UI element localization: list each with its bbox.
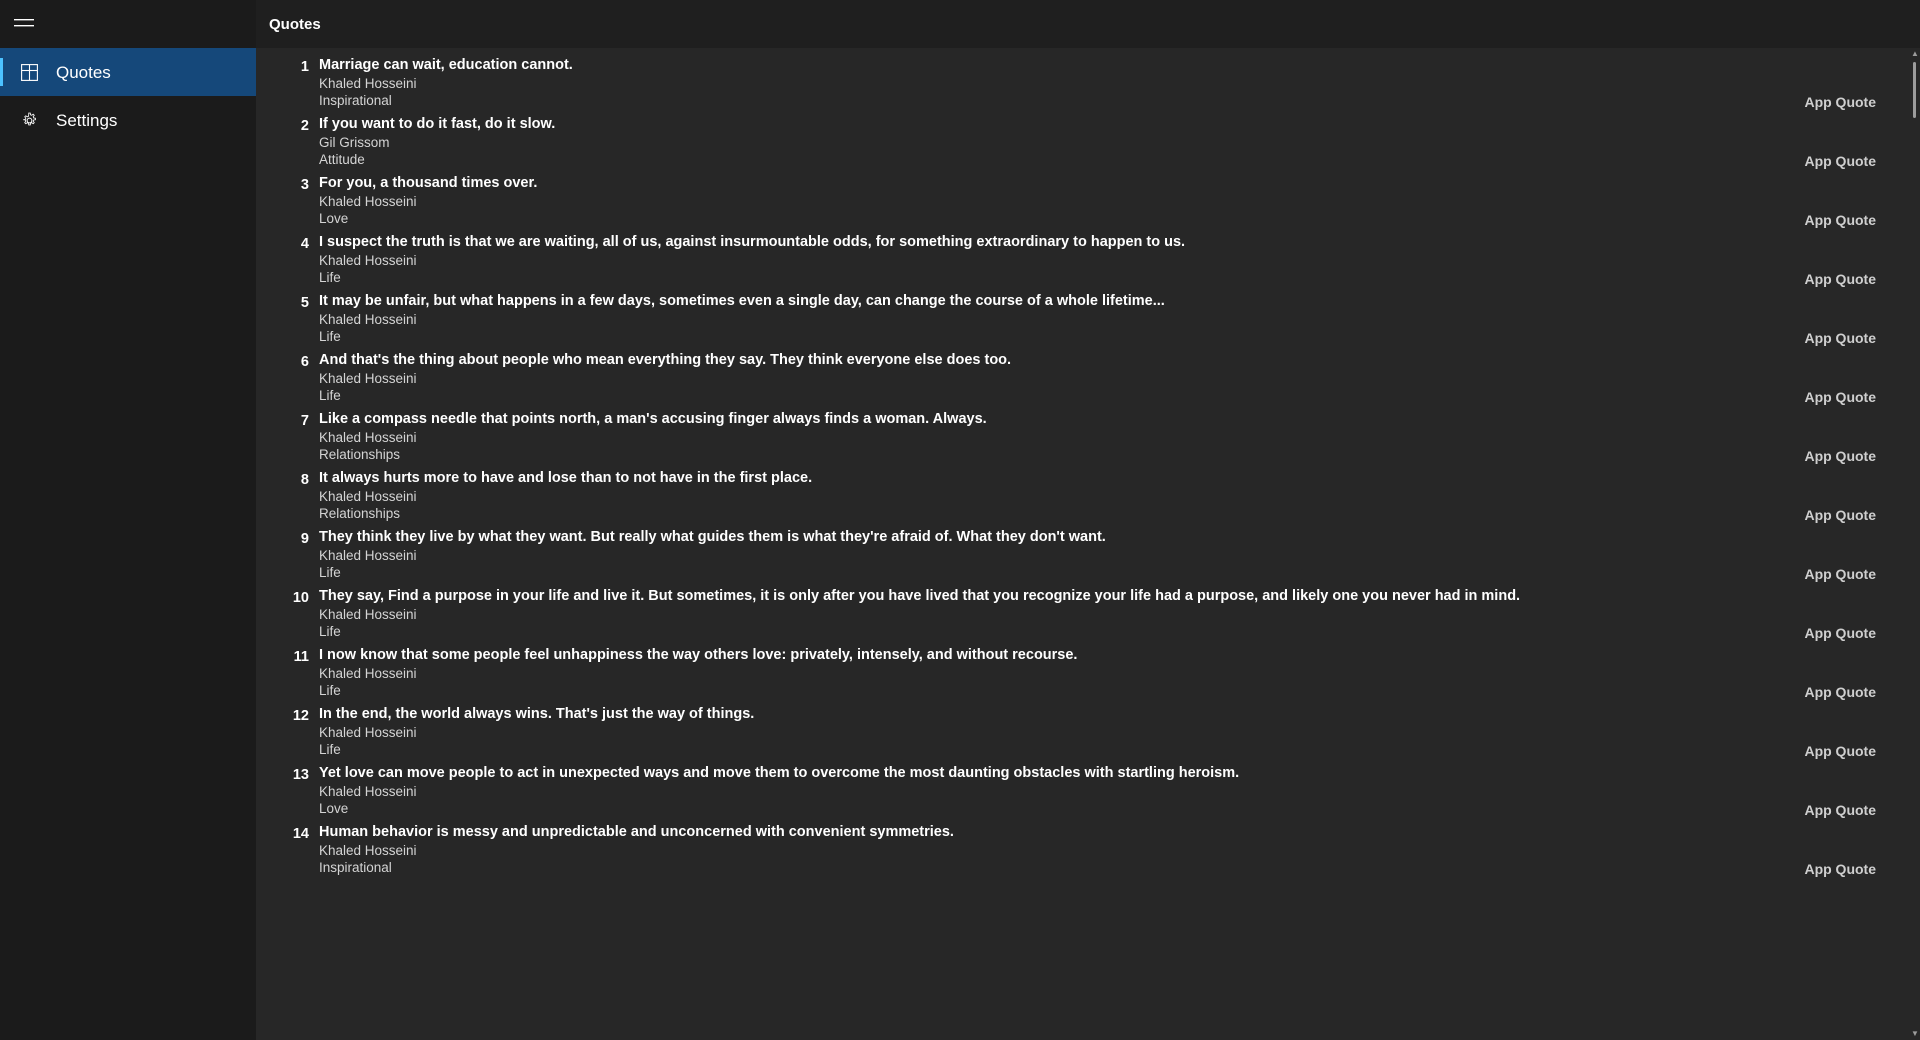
app-quote-button[interactable]: App Quote: [1804, 271, 1876, 287]
quote-text: They think they live by what they want. But really what guides them is what they're afraid of. What they don't want.: [319, 529, 1106, 545]
quote-text: For you, a thousand times over.: [319, 175, 538, 191]
quote-body: [319, 468, 1920, 522]
quote-category: Inspirational: [319, 93, 392, 108]
quote-author: Gil Grissom: [319, 135, 390, 150]
quote-index: 6: [300, 354, 309, 370]
quote-index: 5: [300, 295, 309, 311]
quote-index: 1: [300, 59, 309, 75]
app-quote-button[interactable]: App Quote: [1804, 330, 1876, 346]
quote-index: 7: [300, 413, 309, 429]
quote-body: [319, 350, 1920, 404]
quote-author: Khaled Hosseini: [319, 725, 417, 740]
quote-author: Khaled Hosseini: [319, 666, 417, 681]
quote-list: [256, 48, 1920, 1040]
quote-author: Khaled Hosseini: [319, 253, 417, 268]
quote-text: I suspect the truth is that we are waiting, all of us, against insurmountable odds, for something extraordinary to happen to us.: [319, 234, 1186, 250]
quote-index: 3: [300, 177, 309, 193]
quote-body: [319, 645, 1920, 699]
app-quote-button[interactable]: App Quote: [1804, 153, 1876, 169]
quote-category: Relationships: [319, 506, 401, 521]
quote-body: [319, 822, 1920, 876]
hamburger-menu-button[interactable]: [0, 0, 256, 48]
quote-text: Marriage can wait, education cannot.: [319, 57, 573, 73]
scroll-down-arrow[interactable]: ▼: [1911, 1029, 1919, 1038]
quote-category: Love: [319, 211, 349, 226]
quote-category: Life: [319, 683, 341, 698]
quote-category: Life: [319, 742, 341, 757]
quote-text: They say, Find a purpose in your life and live it. But sometimes, it is only after you have lived that you recognize your life had a purpose, and likely one you never had in mind.: [319, 588, 1521, 604]
quote-body: [319, 291, 1920, 345]
title-bar: [256, 0, 1920, 48]
quote-index: 14: [292, 826, 309, 842]
app-quote-button[interactable]: App Quote: [1804, 684, 1876, 700]
quote-author: Khaled Hosseini: [319, 76, 417, 91]
quote-category: Relationships: [319, 447, 401, 462]
app-quote-button[interactable]: App Quote: [1804, 861, 1876, 877]
quote-author: Khaled Hosseini: [319, 312, 417, 327]
quote-body: [319, 114, 1920, 168]
quote-row: [256, 704, 1920, 763]
quote-category: Life: [319, 565, 341, 580]
quote-row: [256, 232, 1920, 291]
quote-row: [256, 55, 1920, 114]
grid-icon: [20, 63, 38, 81]
sidebar: [0, 0, 256, 1040]
quote-text: If you want to do it fast, do it slow.: [319, 116, 556, 132]
quote-text: Yet love can move people to act in unexpected ways and move them to overcome the most daunting obstacles with startling heroism.: [319, 765, 1240, 781]
quote-category: Life: [319, 388, 341, 403]
quote-author: Khaled Hosseini: [319, 784, 417, 799]
quote-category: Attitude: [319, 152, 365, 167]
quote-author: Khaled Hosseini: [319, 843, 417, 858]
quote-author: Khaled Hosseini: [319, 489, 417, 504]
quote-body: [319, 409, 1920, 463]
scrollbar-thumb[interactable]: [1913, 62, 1916, 118]
quote-text: Like a compass needle that points north, a man's accusing finger always finds a woman. Always.: [319, 411, 987, 427]
quote-category: Love: [319, 801, 349, 816]
quote-author: Khaled Hosseini: [319, 430, 417, 445]
quote-category: Life: [319, 270, 341, 285]
quote-body: [319, 173, 1920, 227]
quote-text: It may be unfair, but what happens in a few days, sometimes even a single day, can change the course of a whole lifetime...: [319, 293, 1165, 309]
quote-body: [319, 55, 1920, 109]
app-quote-button[interactable]: App Quote: [1804, 448, 1876, 464]
sidebar-item-label: Settings: [56, 110, 118, 130]
scroll-up-arrow[interactable]: ▲: [1911, 49, 1919, 58]
quote-index: 13: [292, 767, 309, 783]
quote-body: [319, 527, 1920, 581]
quote-row: [256, 822, 1920, 881]
quote-author: Khaled Hosseini: [319, 194, 417, 209]
quote-category: Life: [319, 329, 341, 344]
quote-index: 8: [300, 472, 309, 488]
quote-body: [319, 704, 1920, 758]
sidebar-item-label: Quotes: [56, 62, 111, 82]
quote-row: [256, 468, 1920, 527]
quote-row: [256, 350, 1920, 409]
quote-body: [319, 232, 1920, 286]
quote-index: 12: [292, 708, 309, 724]
quote-row: [256, 586, 1920, 645]
quote-row: [256, 763, 1920, 822]
quote-index: 4: [300, 236, 309, 252]
quote-text: In the end, the world always wins. That's just the way of things.: [319, 706, 755, 722]
quote-body: [319, 586, 1920, 640]
app-quote-button[interactable]: App Quote: [1804, 389, 1876, 405]
hamburger-icon: [14, 17, 34, 31]
gear-icon: [20, 111, 38, 129]
quote-row: [256, 409, 1920, 468]
app-quote-button[interactable]: App Quote: [1804, 507, 1876, 523]
quote-text: Human behavior is messy and unpredictable and unconcerned with convenient symmetries.: [319, 824, 954, 840]
page-title: Quotes: [269, 15, 321, 33]
quote-category: Life: [319, 624, 341, 639]
app-quote-button[interactable]: App Quote: [1804, 94, 1876, 110]
app-quote-button[interactable]: App Quote: [1804, 566, 1876, 582]
quote-index: 2: [300, 118, 309, 134]
app-quote-button[interactable]: App Quote: [1804, 212, 1876, 228]
quote-row: [256, 527, 1920, 586]
quote-text: And that's the thing about people who mean everything they say. They think everyone else does too.: [319, 352, 1012, 368]
sidebar-item-quotes[interactable]: [0, 48, 256, 96]
sidebar-item-settings[interactable]: [0, 96, 256, 144]
quote-row: [256, 291, 1920, 350]
quote-row: [256, 173, 1920, 232]
quote-row: [256, 645, 1920, 704]
quote-author: Khaled Hosseini: [319, 607, 417, 622]
app-quote-button[interactable]: App Quote: [1804, 743, 1876, 759]
quote-text: It always hurts more to have and lose than to not have in the first place.: [319, 470, 813, 486]
quote-category: Inspirational: [319, 860, 392, 875]
quote-author: Khaled Hosseini: [319, 371, 417, 386]
quote-index: 10: [292, 590, 309, 606]
app-quote-button[interactable]: App Quote: [1804, 802, 1876, 818]
quote-body: [319, 763, 1920, 817]
quote-index: 9: [300, 531, 309, 547]
quote-author: Khaled Hosseini: [319, 548, 417, 563]
quote-text: I now know that some people feel unhappiness the way others love: privately, intensely, and without recourse.: [319, 647, 1078, 663]
quote-row: [256, 114, 1920, 173]
app-quote-button[interactable]: App Quote: [1804, 625, 1876, 641]
main-area: [256, 0, 1920, 1040]
vertical-scrollbar[interactable]: [1910, 48, 1920, 1040]
quote-index: 11: [293, 649, 309, 665]
